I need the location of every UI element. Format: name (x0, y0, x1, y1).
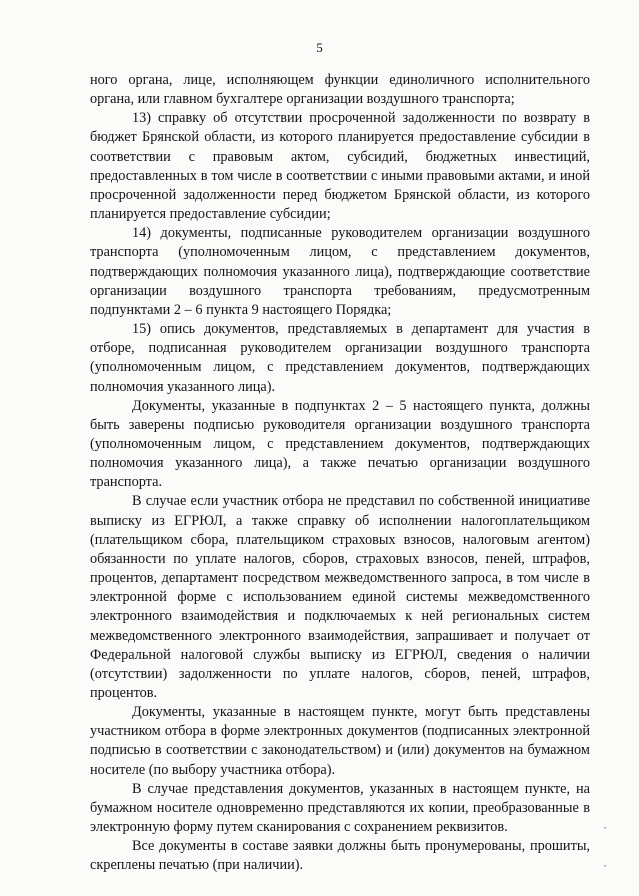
paragraph-certification: Документы, указанные в подпунктах 2 – 5 настоящего пункта, должны быть заверены подписью руководителя организации воздушного транспорта (уполномоченным лицом, с представлением документов, подтверждающих полномочия указанного лица), а также печатью организации воздушного транспорта. (90, 397, 590, 491)
paragraph-item-14: 14) документы, подписанные руководителем организации воздушного транспорта (уполномоченным лицом, с представлением документов, подтверждающих полномочия указанного лица), подтверждающие соответствие организации воздушного транспорта требованиям, предусмотренным подпунктами 2 – 6 пункта 9 настоящего Порядка; (90, 225, 590, 318)
paragraph-continuation: ного органа, лице, исполняющем функции единоличного исполнительного органа, или главном бухгалтере организации воздушного транспорта; (90, 72, 590, 108)
scan-mark: · (603, 858, 608, 873)
scan-mark: · (603, 820, 608, 835)
paragraph-egrul-request: В случае если участник отбора не представил по собственной инициативе выписку из ЕГРЮЛ, а также справку об исполнении налогоплательщиком (плательщиком сбора, плательщиком страховых взносов, налоговым агентом) обязанности по уплате налогов, сборов, страховых взносов, пеней, штрафов, процентов, департамент посредством межведомственного запроса, в том числе в электронной форме с использованием единой системы межведомственного электронного взаимодействия и подключаемых к ней региональных систем межведомственного электронного взаимодействия, запрашивает и получает от Федеральной налоговой службы выписку из ЕГРЮЛ, сведения о наличии (отсутствии) задолженности по уплате налогов, сборов, пеней, штрафов, процентов. (90, 493, 590, 701)
page-number: 5 (316, 40, 323, 55)
document-body (90, 71, 590, 876)
paragraph-numbering: Все документы в составе заявки должны быть пронумерованы, прошиты, скреплены печатью (при наличии). (90, 838, 590, 874)
paragraph-item-13: 13) справку об отсутствии просроченной задолженности по возврату в бюджет Брянской области, из которого планируется предоставление субсидии в соответствии с правовым актом, субсидий, бюджетных инвестиций, предоставленных в том числе в соответствии с иными правовыми актами, и иной просроченной задолженности перед бюджетом Брянской области, из которого планируется предоставление субсидии; (90, 110, 590, 223)
paragraph-item-15: 15) опись документов, представляемых в департамент для участия в отборе, подписанная руководителем организации воздушного транспорта (уполномоченным лицом, с представлением документов, подтверждающих полномочия указанного лица). (90, 321, 590, 395)
paragraph-electronic-form: Документы, указанные в настоящем пункте, могут быть представлены участником отбора в форме электронных документов (подписанных электронной подписью в соответствии с законодательством) и (или) документов на бумажном носителе (по выбору участника отбора). (90, 704, 590, 778)
paragraph-paper-copies: В случае представления документов, указанных в настоящем пункте, на бумажном носителе одновременно представляются их копии, преобразованные в электронную форму путем сканирования с сохранением реквизитов. (90, 780, 590, 836)
